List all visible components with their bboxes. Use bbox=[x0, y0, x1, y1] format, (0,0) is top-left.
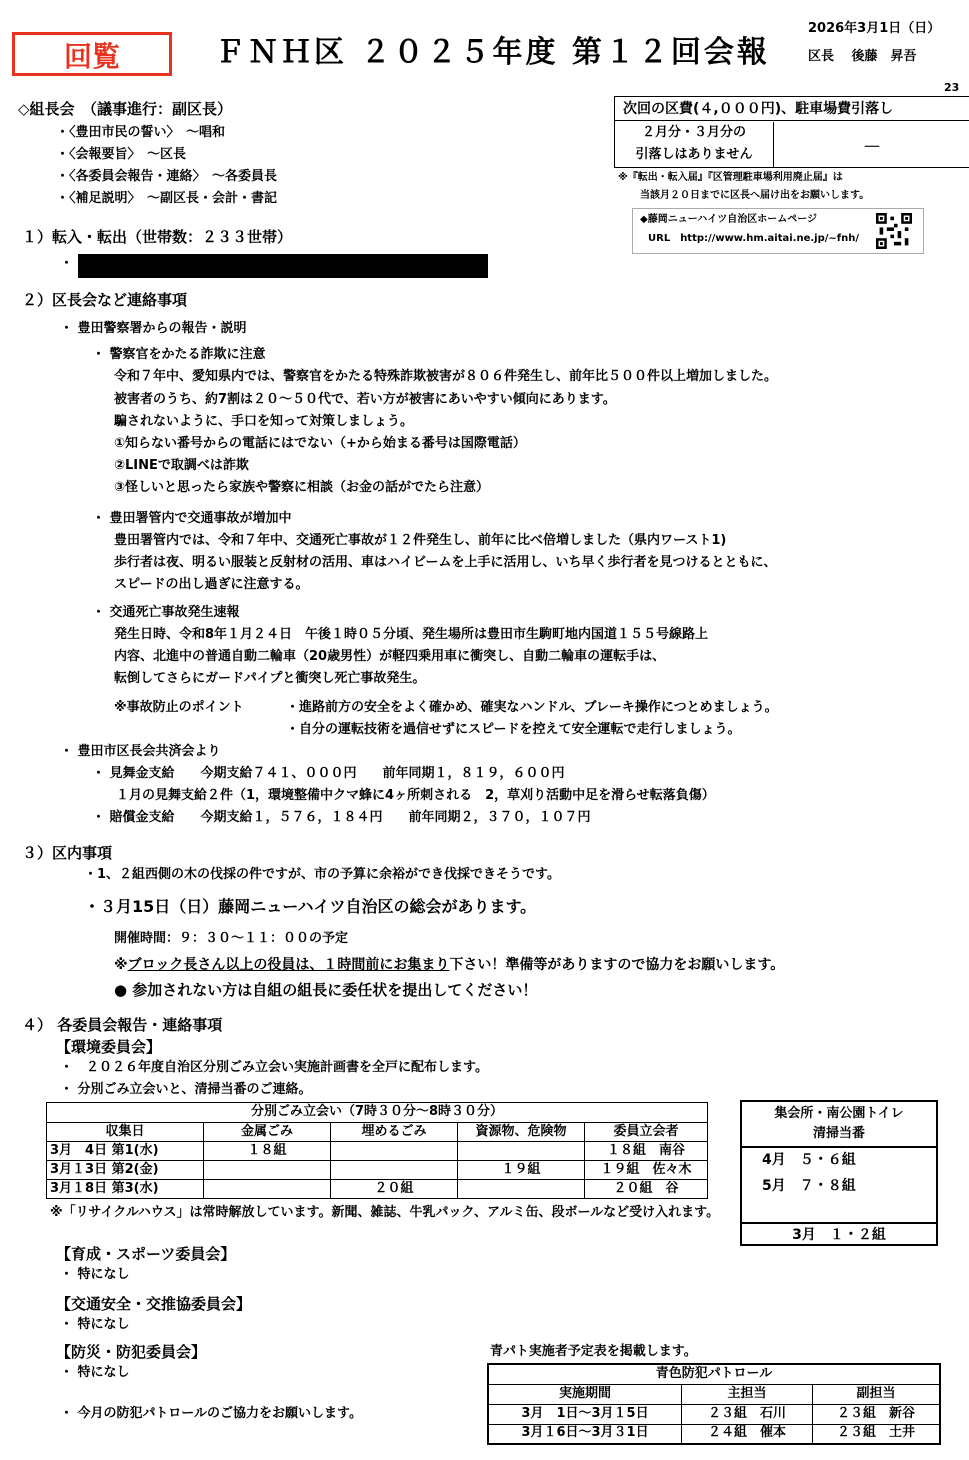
officer-note bbox=[114, 957, 784, 973]
toilet-row-extra: 3月 １・２組 bbox=[742, 1222, 936, 1246]
patrol-cell: ２３組 土井 bbox=[813, 1424, 941, 1444]
toilet-row: 5月 ７・８組 bbox=[762, 1178, 856, 1194]
env-item: ・ 分別ごみ立会いと、清掃当番のご連絡。 bbox=[60, 1082, 312, 1097]
traffic-line: 豊田署管内では、令和７年中、交通死亡事故が１２件発生し、前年に比べ倍増しました（県内ワースト1) bbox=[114, 533, 727, 548]
fraud-heading: ・ 警察官をかたる詐欺に注意 bbox=[92, 347, 266, 362]
garbage-table bbox=[46, 1102, 708, 1199]
fatal-heading: ・ 交通死亡事故発生速報 bbox=[92, 605, 240, 620]
garbage-cell: １８組 南谷 bbox=[585, 1142, 708, 1161]
garbage-table-title: 分別ごみ立会い（7時３０分～8時３０分） bbox=[47, 1103, 708, 1123]
point-item: ・進路前方の安全をよく確かめ、確実なハンドル、ブレーキ操作につとめましょう。 bbox=[286, 700, 778, 715]
redacted-block bbox=[78, 254, 488, 278]
mimai-line: ・ 見舞金支給 今期支給７４１、０００円 前年同期１，８１９，６００円 bbox=[92, 766, 565, 781]
page-number: 23 bbox=[944, 81, 960, 94]
garbage-cell: １９組 bbox=[458, 1161, 585, 1180]
garbage-cell: ２０組 bbox=[331, 1180, 458, 1199]
section-4-heading: ４） 各委員会報告・連絡事項 bbox=[22, 1016, 223, 1034]
garbage-cell: 3月 4日 第1(水) bbox=[47, 1142, 204, 1161]
patrol-cell: ２３組 新谷 bbox=[813, 1404, 941, 1424]
homepage-label: ◆藤岡ニューハイツ自治区ホームページ bbox=[640, 214, 817, 225]
garbage-header: 委員立会者 bbox=[585, 1123, 708, 1142]
garbage-cell: １８組 bbox=[204, 1142, 331, 1161]
bosai-item: ・ 特になし bbox=[60, 1365, 130, 1380]
qr-code-icon bbox=[874, 213, 914, 249]
toilet-cleaning-box bbox=[740, 1100, 938, 1246]
env-item: ・ ２０２６年度自治区分別ごみ立会い実施計画書を全戸に配布します。 bbox=[60, 1060, 488, 1075]
garbage-cell bbox=[204, 1161, 331, 1180]
point-item: ・自分の運転技術を過信せずにスピードを控えて安全運転で走行しましょう。 bbox=[286, 722, 741, 737]
meeting-item: ・〈豊田市民の誓い〉 ～唱和 bbox=[56, 125, 226, 140]
kairan-stamp: 回覧 bbox=[12, 32, 172, 76]
fraud-line: 被害者のうち、約7割は２０～５０代で、若い方が被害にあいやすい傾向にあります。 bbox=[114, 392, 616, 407]
patrol-header: 副担当 bbox=[813, 1384, 941, 1404]
traffic-line: 歩行者は夜、明るい服装と反射材の活用、車はハイビームを上手に活用し、いち早く歩行者を見つけるとともに、 bbox=[114, 555, 777, 570]
police-heading: ・ 豊田警察署からの報告・説明 bbox=[60, 321, 247, 336]
patrol-table bbox=[487, 1363, 941, 1445]
patrol-cell: 3月 1日～3月１5日 bbox=[488, 1404, 682, 1424]
garbage-header: 資源物、危険物 bbox=[458, 1123, 585, 1142]
patrol-header: 主担当 bbox=[682, 1384, 813, 1404]
chief-label: 区長 bbox=[808, 49, 835, 64]
section-2-heading: ２）区長会など連絡事項 bbox=[22, 291, 188, 309]
garbage-cell: ２０組 谷 bbox=[585, 1180, 708, 1199]
fraud-line: 令和７年中、愛知県内では、警察官をかたる特殊詐欺被害が８０６件発生し、前年比５００件以上増加しました。 bbox=[114, 369, 778, 384]
officer-note-rest: 下さい！準備等がありますので協力をお願いします。 bbox=[449, 957, 785, 973]
fraud-line: 騙されないように、手口を知って対策しましょう。 bbox=[114, 414, 414, 429]
fatal-line: 内容、北進中の普通自動二輪車（20歳男性）が軽四乗用車に衝突し、自動二輪車の運転手は、 bbox=[114, 649, 666, 664]
fraud-line: ③怪しいと思ったら家族や警察に相談（お金の話がでたら注意） bbox=[114, 480, 490, 495]
meeting-item: ・〈会報要旨〉 ～区長 bbox=[56, 147, 187, 162]
fraud-line: ①知らない番号からの電話にはでない（+から始まる番号は国際電話） bbox=[114, 436, 526, 451]
meeting-item: ・〈補足説明〉 ～副区長・会計・書記 bbox=[56, 191, 278, 206]
section-1-heading: １）転入・転出（世帯数：２３３世帯） bbox=[22, 228, 293, 246]
env-committee-heading: 【環境委員会】 bbox=[56, 1038, 162, 1056]
meeting-item: ・〈各委員会報告・連絡〉 ～各委員長 bbox=[56, 169, 278, 184]
chief-name: 後藤 昇吾 bbox=[851, 49, 917, 64]
garbage-header: 金属ごみ bbox=[204, 1123, 331, 1142]
garbage-cell bbox=[458, 1142, 585, 1161]
fatal-line: 発生日時、令和8年１月２４日 午後１時０５分頃、発生場所は豊田市生駒町地内国道１５５号線路上 bbox=[114, 627, 709, 642]
officer-note-mark: ※ bbox=[114, 957, 128, 973]
bosai-committee-heading: 【防災・防犯委員会】 bbox=[56, 1343, 207, 1361]
patrol-header: 実施期間 bbox=[488, 1384, 682, 1404]
tree-cutting-line: ・1、２組西側の木の伐採の件ですが、市の予算に余裕ができ伐採できそうです。 bbox=[84, 867, 561, 882]
garbage-cell bbox=[331, 1161, 458, 1180]
mimai-detail: １月の見舞支給２件（1，環境整備中クマ蜂に4ヶ所刺される 2，草刈り活動中足を滑らせ転落負傷） bbox=[116, 788, 715, 803]
patrol-cell: ２４組 催本 bbox=[682, 1424, 813, 1444]
page-title: ＦＮＨ区 ２０２５年度 第１２回会報 bbox=[215, 35, 770, 70]
fee-note-2: 当該月２０日までに区長へ届け出をお願いします。 bbox=[640, 190, 870, 201]
fee-box-row-value: ＿ bbox=[865, 133, 879, 149]
meeting-time: 開催時間：９：３０～１１：００の予定 bbox=[114, 931, 349, 946]
garbage-header: 埋めるごみ bbox=[331, 1123, 458, 1142]
toilet-title-line: 集会所・南公園トイレ bbox=[774, 1106, 904, 1121]
toilet-box-title bbox=[742, 1102, 936, 1148]
garbage-cell: 3月１8日 第3(水) bbox=[47, 1180, 204, 1199]
fee-note-1: ※『転出・転入届』『区管理駐車場利用廃止届』は bbox=[618, 172, 843, 183]
garbage-cell bbox=[458, 1180, 585, 1199]
patrol-note: 青パト実施者予定表を掲載します。 bbox=[490, 1344, 697, 1359]
mutual-heading: ・ 豊田市区長会共済会より bbox=[60, 744, 221, 759]
proxy-note: ● 参加されない方は自組の組長に委任状を提出してください！ bbox=[114, 981, 538, 999]
youth-item: ・ 特になし bbox=[60, 1267, 130, 1282]
patrol-cell: ２３組 石川 bbox=[682, 1404, 813, 1424]
fee-box-row-label-2: 引落しはありません bbox=[635, 147, 753, 162]
section-3-heading: ３）区内事項 bbox=[22, 844, 113, 862]
officer-note-underlined: ブロック長さん以上の役員は、１時間前にお集まり bbox=[127, 957, 450, 973]
fee-box-row-label-1: ２月分・３月分の bbox=[641, 125, 746, 140]
fee-box-row-label bbox=[615, 122, 774, 167]
patrol-cell: 3月１6日～3月３1日 bbox=[488, 1424, 682, 1444]
recycle-note: ※「リサイクルハウス」は常時解放しています。新聞、雑誌、牛乳パック、アルミ缶、段ボールなど受け入れます。 bbox=[50, 1205, 720, 1220]
garbage-cell bbox=[331, 1142, 458, 1161]
traffic-item: ・ 特になし bbox=[60, 1317, 130, 1332]
meeting-heading: ◇組長会 （議事進行：副区長） bbox=[18, 100, 233, 118]
garbage-header: 収集日 bbox=[47, 1123, 204, 1142]
traffic-committee-heading: 【交通安全・交推協委員会】 bbox=[56, 1295, 252, 1313]
garbage-cell: 3月１3日 第2(金) bbox=[47, 1161, 204, 1180]
issue-date: 2026年3月1日（日） bbox=[808, 21, 941, 36]
homepage-url[interactable]: URL http://www.hm.aitai.ne.jp/~fnh/ bbox=[648, 233, 860, 244]
fatal-line: 転倒してさらにガードパイプと衝突し死亡事故発生。 bbox=[114, 671, 426, 686]
chief-line bbox=[808, 50, 917, 65]
garbage-cell: １９組 佐々木 bbox=[585, 1161, 708, 1180]
section-1-bullet: ・ bbox=[60, 256, 74, 271]
fraud-line: ②LINEで取調べは詐欺 bbox=[114, 458, 249, 473]
toilet-title-line: 清掃当番 bbox=[812, 1126, 865, 1141]
point-label: ※事故防止のポイント bbox=[114, 700, 244, 715]
youth-committee-heading: 【育成・スポーツ委員会】 bbox=[56, 1245, 236, 1263]
patrol-table-title: 青色防犯パトロール bbox=[488, 1364, 940, 1384]
garbage-cell bbox=[204, 1180, 331, 1199]
general-meeting-line: ・３月15日（日）藤岡ニューハイツ自治区の総会があります。 bbox=[84, 897, 537, 916]
baisho-line: ・ 賠償金支給 今期支給１，５７６，１８４円 前年同期２，３７０，１０７円 bbox=[92, 810, 591, 825]
traffic-heading: ・ 豊田署管内で交通事故が増加中 bbox=[92, 511, 292, 526]
toilet-row: 4月 ５・６組 bbox=[762, 1152, 856, 1168]
traffic-line: スピードの出し過ぎに注意する。 bbox=[114, 577, 309, 592]
fee-box-title: 次回の区費(４,０００円)、駐車場費引落し bbox=[615, 97, 969, 121]
patrol-request: ・ 今月の防犯パトロールのご協力をお願いします。 bbox=[60, 1406, 362, 1421]
fee-box bbox=[614, 96, 969, 168]
